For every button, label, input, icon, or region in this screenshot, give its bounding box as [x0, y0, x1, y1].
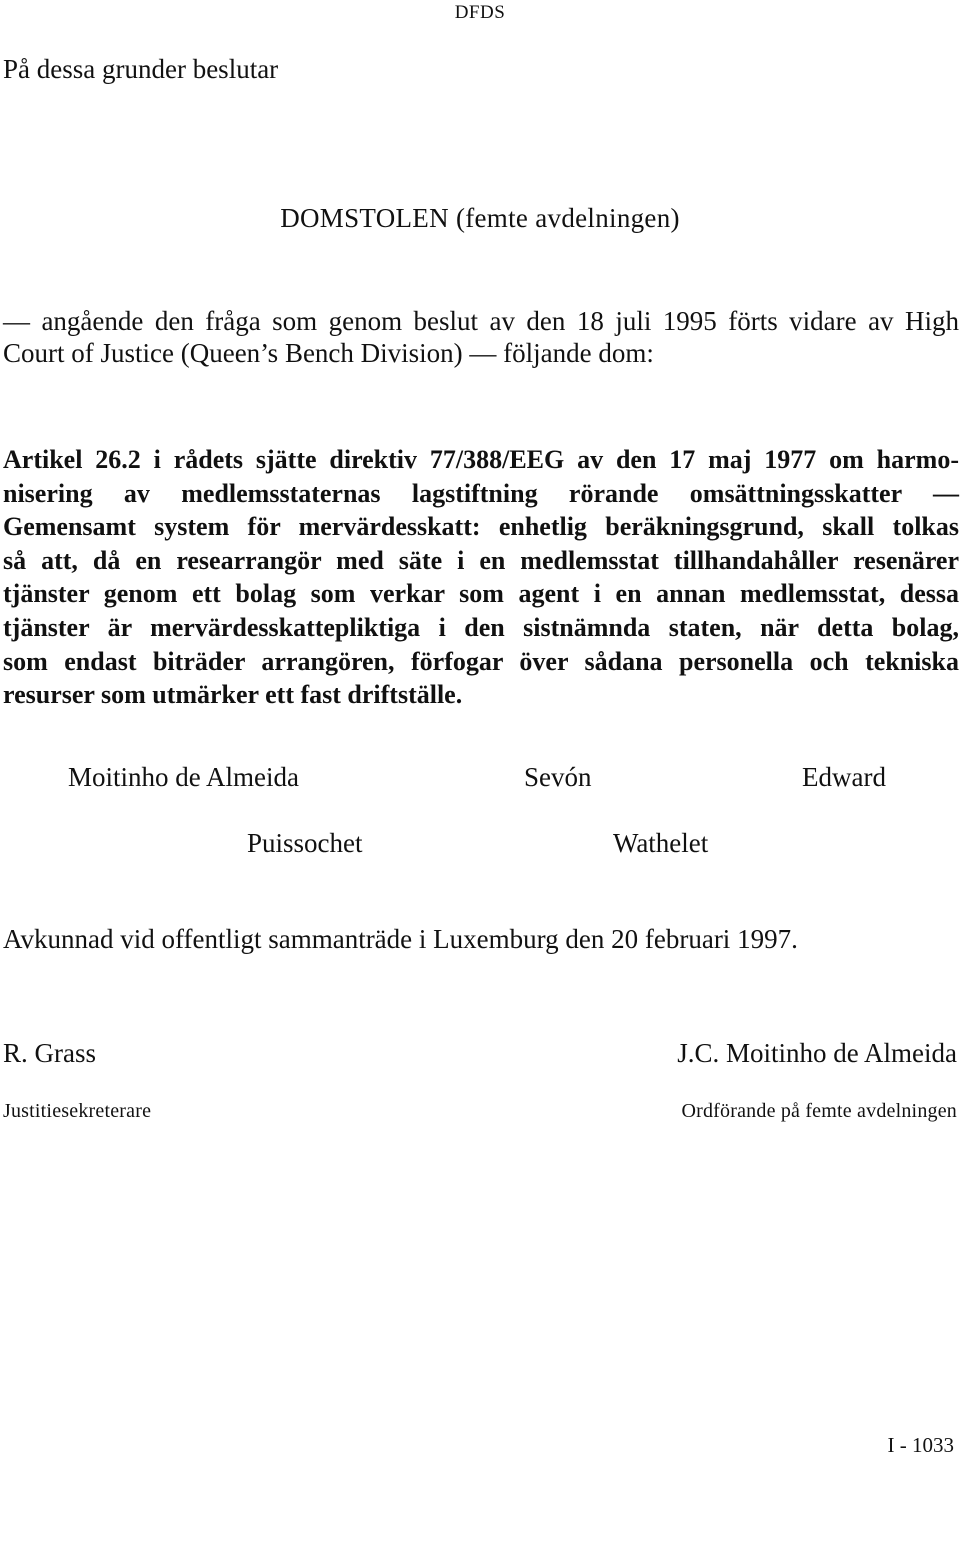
president-name: J.C. Moitinho de Almeida [677, 1038, 957, 1068]
court-heading: DOMSTOLEN (femte avdelningen) [280, 203, 680, 233]
ruling-line: Gemensamt system för mervärdesskatt: enhetlig beräkningsgrund, skall tolkas [3, 512, 959, 542]
registrar-name: R. Grass [3, 1038, 96, 1068]
ruling-line: resurser som utmärker ett fast driftställe. [3, 680, 463, 710]
reference-paragraph [3, 305, 959, 369]
president-title: Ordförande på femte avdelningen [681, 1100, 957, 1122]
reference-line: — angående den fråga som genom beslut av den 18 juli 1995 förts vidare av High [3, 306, 959, 336]
reference-line: Court of Justice (Queen’s Bench Division) — följande dom: [3, 338, 654, 368]
ruling-line: tjänster är mervärdesskattepliktiga i den sistnämnda staten, när detta bolag, [3, 612, 959, 642]
page-number: I - 1033 [887, 1433, 954, 1457]
judge-name: Sevón [524, 762, 592, 792]
ruling-line: nisering av medlemsstaternas lagstiftning rörande omsättningsskatter — [3, 478, 959, 508]
running-head: DFDS [454, 2, 506, 23]
registrar-title: Justitiesekreterare [3, 1100, 152, 1122]
judge-name: Wathelet [613, 828, 709, 858]
judge-name: Edward [802, 762, 886, 792]
ruling-line: så att, då en researrangör med säte i en medlemsstat tillhandahåller resenärer [3, 545, 959, 575]
ruling-line: tjänster genom ett bolag som verkar som agent i en annan medlemsstat, dessa [3, 579, 959, 609]
ruling-paragraph [3, 443, 959, 712]
ruling-line: Artikel 26.2 i rådets sjätte direktiv 77/388/EEG av den 17 maj 1977 om harmo- [3, 445, 959, 474]
ruling-line: som endast biträder arrangören, förfogar över sådana personella och tekniska [3, 646, 959, 676]
judge-name: Puissochet [247, 828, 363, 858]
delivery-statement: Avkunnad vid offentligt sammanträde i Luxemburg den 20 februari 1997. [3, 924, 798, 954]
judge-name: Moitinho de Almeida [68, 762, 299, 792]
intro-text: På dessa grunder beslutar [3, 54, 279, 84]
